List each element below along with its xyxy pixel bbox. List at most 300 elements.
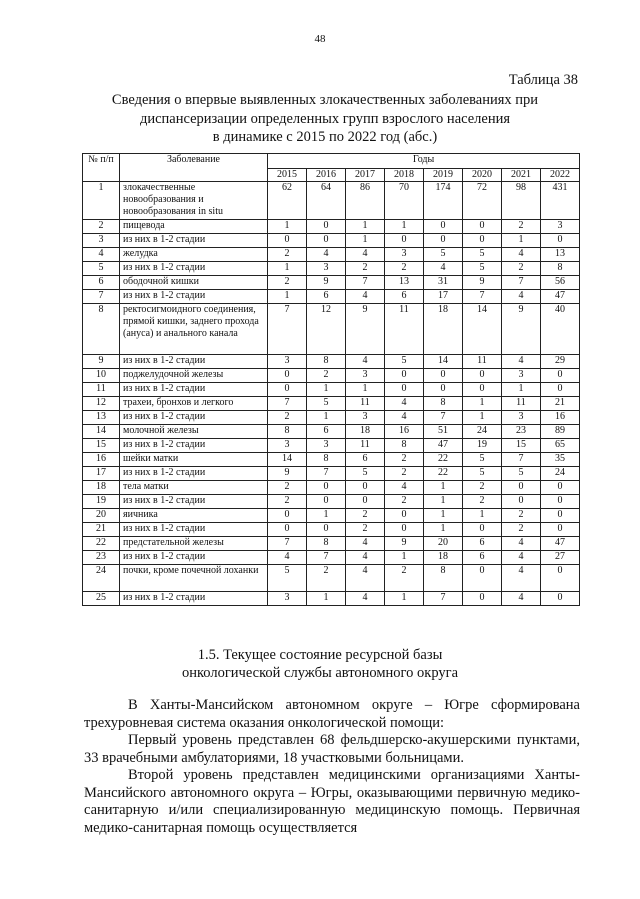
cell-value: 0 <box>385 383 424 397</box>
cell-value: 2 <box>268 481 307 495</box>
cell-value: 16 <box>385 425 424 439</box>
cell-value: 2 <box>502 262 541 276</box>
body-text <box>84 697 580 837</box>
row-number: 9 <box>83 355 120 369</box>
cell-value: 7 <box>424 411 463 425</box>
table-row <box>83 439 580 453</box>
cell-value: 4 <box>346 355 385 369</box>
cell-value: 2 <box>463 495 502 509</box>
cell-value: 0 <box>268 234 307 248</box>
row-number: 1 <box>83 182 120 220</box>
cell-value: 7 <box>502 453 541 467</box>
cell-value: 431 <box>541 182 580 220</box>
caption-line: в динамике с 2015 по 2022 год (абс.) <box>212 129 438 145</box>
table-row <box>83 355 580 369</box>
disease-name: молочной железы <box>120 425 268 439</box>
row-number: 3 <box>83 234 120 248</box>
cell-value: 5 <box>502 467 541 481</box>
cell-value: 56 <box>541 276 580 290</box>
cell-value: 0 <box>424 220 463 234</box>
cell-value: 0 <box>463 592 502 606</box>
table-row <box>83 304 580 355</box>
cell-value: 5 <box>463 248 502 262</box>
cell-value: 5 <box>268 565 307 592</box>
cell-value: 0 <box>541 234 580 248</box>
cell-value: 0 <box>541 592 580 606</box>
cell-value: 0 <box>307 495 346 509</box>
cell-value: 1 <box>463 411 502 425</box>
cell-value: 9 <box>346 304 385 355</box>
cell-value: 1 <box>502 383 541 397</box>
cell-value: 23 <box>502 425 541 439</box>
cell-value: 4 <box>268 551 307 565</box>
cell-value: 4 <box>385 411 424 425</box>
header-year: 2020 <box>463 169 502 182</box>
cell-value: 8 <box>307 355 346 369</box>
cell-value: 4 <box>385 397 424 411</box>
cell-value: 3 <box>502 411 541 425</box>
cell-value: 14 <box>424 355 463 369</box>
cell-value: 2 <box>502 509 541 523</box>
disease-name: желудка <box>120 248 268 262</box>
cell-value: 4 <box>502 248 541 262</box>
cell-value: 4 <box>346 290 385 304</box>
header-year: 2017 <box>346 169 385 182</box>
disease-name: злокачественные новообразования и новообразования in situ <box>120 182 268 220</box>
table-row <box>83 262 580 276</box>
row-number: 6 <box>83 276 120 290</box>
cell-value: 1 <box>307 383 346 397</box>
cell-value: 8 <box>541 262 580 276</box>
table-row <box>83 551 580 565</box>
row-number: 18 <box>83 481 120 495</box>
row-number: 17 <box>83 467 120 481</box>
cell-value: 0 <box>541 383 580 397</box>
cell-value: 0 <box>463 383 502 397</box>
cell-value: 4 <box>385 481 424 495</box>
cell-value: 18 <box>424 304 463 355</box>
row-number: 10 <box>83 369 120 383</box>
header-number: № п/п <box>83 154 120 182</box>
cell-value: 4 <box>502 565 541 592</box>
disease-name: ректосигмоидного соединения, прямой кишки, заднего прохода (ануса) и анального канала <box>120 304 268 355</box>
paragraph: Первый уровень представлен 68 фельдшерско-акушерскими пунктами, 33 врачебными амбулаториями, 18 участковыми больницами. <box>84 732 580 766</box>
cell-value: 0 <box>463 523 502 537</box>
cell-value: 6 <box>307 290 346 304</box>
section-title-line: 1.5. Текущее состояние ресурсной базы <box>197 647 443 663</box>
cell-value: 174 <box>424 182 463 220</box>
cell-value: 62 <box>268 182 307 220</box>
section-title <box>0 646 640 682</box>
cell-value: 0 <box>424 383 463 397</box>
cell-value: 14 <box>463 304 502 355</box>
cell-value: 0 <box>346 495 385 509</box>
cell-value: 7 <box>268 397 307 411</box>
cell-value: 7 <box>307 467 346 481</box>
cell-value: 0 <box>463 369 502 383</box>
disease-name: тела матки <box>120 481 268 495</box>
disease-name: из них в 1-2 стадии <box>120 411 268 425</box>
cell-value: 3 <box>385 248 424 262</box>
cell-value: 5 <box>463 467 502 481</box>
cell-value: 2 <box>268 411 307 425</box>
cell-value: 0 <box>268 369 307 383</box>
cell-value: 0 <box>385 509 424 523</box>
header-disease: Заболевание <box>120 154 268 182</box>
row-number: 19 <box>83 495 120 509</box>
cell-value: 1 <box>463 509 502 523</box>
table-row <box>83 425 580 439</box>
cell-value: 18 <box>424 551 463 565</box>
cell-value: 1 <box>346 383 385 397</box>
header-year: 2022 <box>541 169 580 182</box>
cell-value: 0 <box>463 234 502 248</box>
section-title-line: онкологической службы автономного округа <box>181 665 459 681</box>
cell-value: 1 <box>424 523 463 537</box>
disease-name: из них в 1-2 стадии <box>120 467 268 481</box>
cell-value: 8 <box>307 537 346 551</box>
header-years: Годы <box>268 154 580 169</box>
cell-value: 24 <box>463 425 502 439</box>
table-row <box>83 495 580 509</box>
cell-value: 4 <box>502 551 541 565</box>
cell-value: 3 <box>268 355 307 369</box>
cell-value: 0 <box>385 369 424 383</box>
cell-value: 2 <box>268 248 307 262</box>
cell-value: 0 <box>307 481 346 495</box>
cell-value: 19 <box>463 439 502 453</box>
row-number: 4 <box>83 248 120 262</box>
cell-value: 4 <box>346 565 385 592</box>
cell-value: 0 <box>385 234 424 248</box>
cell-value: 2 <box>346 509 385 523</box>
disease-name: трахеи, бронхов и легкого <box>120 397 268 411</box>
cell-value: 72 <box>463 182 502 220</box>
cell-value: 6 <box>385 290 424 304</box>
cell-value: 3 <box>307 439 346 453</box>
data-table <box>82 153 580 606</box>
table-row <box>83 411 580 425</box>
cell-value: 0 <box>502 495 541 509</box>
row-number: 8 <box>83 304 120 355</box>
cell-value: 5 <box>385 355 424 369</box>
cell-value: 7 <box>346 276 385 290</box>
cell-value: 1 <box>424 481 463 495</box>
disease-name: из них в 1-2 стадии <box>120 523 268 537</box>
cell-value: 89 <box>541 425 580 439</box>
cell-value: 7 <box>268 537 307 551</box>
row-number: 13 <box>83 411 120 425</box>
cell-value: 1 <box>268 220 307 234</box>
disease-name: из них в 1-2 стадии <box>120 383 268 397</box>
row-number: 2 <box>83 220 120 234</box>
cell-value: 6 <box>346 453 385 467</box>
cell-value: 4 <box>502 537 541 551</box>
cell-value: 0 <box>502 481 541 495</box>
cell-value: 6 <box>463 537 502 551</box>
cell-value: 6 <box>307 425 346 439</box>
cell-value: 7 <box>268 304 307 355</box>
cell-value: 0 <box>463 565 502 592</box>
cell-value: 1 <box>424 495 463 509</box>
table-row <box>83 453 580 467</box>
disease-name: из них в 1-2 стадии <box>120 551 268 565</box>
disease-name: почки, кроме почечной лоханки <box>120 565 268 592</box>
row-number: 14 <box>83 425 120 439</box>
cell-value: 8 <box>424 565 463 592</box>
caption-line: диспансеризации определенных групп взрослого населения <box>139 110 511 127</box>
cell-value: 0 <box>541 481 580 495</box>
cell-value: 3 <box>346 369 385 383</box>
row-number: 21 <box>83 523 120 537</box>
cell-value: 4 <box>502 592 541 606</box>
table-row <box>83 383 580 397</box>
cell-value: 14 <box>268 453 307 467</box>
cell-value: 0 <box>463 220 502 234</box>
cell-value: 11 <box>346 439 385 453</box>
row-number: 5 <box>83 262 120 276</box>
caption-line: Сведения о впервые выявленных злокачественных заболеваниях при <box>111 92 539 108</box>
cell-value: 1 <box>268 262 307 276</box>
cell-value: 2 <box>385 453 424 467</box>
cell-value: 2 <box>463 481 502 495</box>
cell-value: 22 <box>424 467 463 481</box>
disease-name: из них в 1-2 стадии <box>120 290 268 304</box>
cell-value: 1 <box>463 397 502 411</box>
cell-value: 4 <box>346 537 385 551</box>
table-row <box>83 397 580 411</box>
cell-value: 5 <box>346 467 385 481</box>
cell-value: 1 <box>307 592 346 606</box>
page-number: 48 <box>314 33 326 45</box>
cell-value: 3 <box>502 369 541 383</box>
cell-value: 7 <box>502 276 541 290</box>
cell-value: 0 <box>541 523 580 537</box>
cell-value: 6 <box>463 551 502 565</box>
cell-value: 0 <box>541 495 580 509</box>
cell-value: 2 <box>346 262 385 276</box>
row-number: 15 <box>83 439 120 453</box>
disease-name: пищевода <box>120 220 268 234</box>
cell-value: 70 <box>385 182 424 220</box>
cell-value: 9 <box>307 276 346 290</box>
disease-name: шейки матки <box>120 453 268 467</box>
cell-value: 0 <box>541 509 580 523</box>
cell-value: 65 <box>541 439 580 453</box>
table-row <box>83 481 580 495</box>
cell-value: 47 <box>424 439 463 453</box>
table-label: Таблица 38 <box>508 72 578 88</box>
cell-value: 2 <box>502 523 541 537</box>
cell-value: 17 <box>424 290 463 304</box>
disease-name: яичника <box>120 509 268 523</box>
paragraph: Второй уровень представлен медицинскими организациями Ханты-Мансийского автономного округа – Югры, оказывающими первичную медико-санитарную и/или специализированную медицинскую помощь. Первичная медико-санитарная помощь осуществляется <box>84 767 580 836</box>
cell-value: 0 <box>268 523 307 537</box>
cell-value: 5 <box>424 248 463 262</box>
table-row <box>83 565 580 592</box>
table-row <box>83 509 580 523</box>
header-year: 2015 <box>268 169 307 182</box>
cell-value: 0 <box>346 481 385 495</box>
cell-value: 13 <box>541 248 580 262</box>
cell-value: 0 <box>541 369 580 383</box>
row-number: 20 <box>83 509 120 523</box>
cell-value: 4 <box>307 248 346 262</box>
cell-value: 4 <box>346 248 385 262</box>
cell-value: 2 <box>268 276 307 290</box>
disease-name: из них в 1-2 стадии <box>120 262 268 276</box>
disease-name: поджелудочной железы <box>120 369 268 383</box>
table-row <box>83 234 580 248</box>
cell-value: 5 <box>307 397 346 411</box>
cell-value: 8 <box>307 453 346 467</box>
cell-value: 98 <box>502 182 541 220</box>
cell-value: 2 <box>307 369 346 383</box>
cell-value: 11 <box>502 397 541 411</box>
cell-value: 8 <box>385 439 424 453</box>
cell-value: 2 <box>385 495 424 509</box>
row-number: 7 <box>83 290 120 304</box>
cell-value: 3 <box>268 592 307 606</box>
table-row <box>83 290 580 304</box>
row-number: 16 <box>83 453 120 467</box>
cell-value: 51 <box>424 425 463 439</box>
table-row <box>83 182 580 220</box>
cell-value: 0 <box>385 523 424 537</box>
cell-value: 1 <box>268 290 307 304</box>
cell-value: 8 <box>268 425 307 439</box>
header-year: 2018 <box>385 169 424 182</box>
table-row <box>83 248 580 262</box>
cell-value: 35 <box>541 453 580 467</box>
cell-value: 2 <box>307 565 346 592</box>
cell-value: 0 <box>307 234 346 248</box>
header-year: 2021 <box>502 169 541 182</box>
cell-value: 2 <box>268 495 307 509</box>
cell-value: 29 <box>541 355 580 369</box>
cell-value: 11 <box>463 355 502 369</box>
cell-value: 2 <box>502 220 541 234</box>
cell-value: 0 <box>424 234 463 248</box>
cell-value: 9 <box>385 537 424 551</box>
header-year: 2019 <box>424 169 463 182</box>
cell-value: 8 <box>424 397 463 411</box>
cell-value: 1 <box>385 592 424 606</box>
cell-value: 2 <box>346 523 385 537</box>
disease-name: из них в 1-2 стадии <box>120 355 268 369</box>
table-row <box>83 592 580 606</box>
cell-value: 0 <box>307 523 346 537</box>
row-number: 24 <box>83 565 120 592</box>
cell-value: 12 <box>307 304 346 355</box>
cell-value: 4 <box>502 290 541 304</box>
cell-value: 40 <box>541 304 580 355</box>
cell-value: 4 <box>346 592 385 606</box>
row-number: 22 <box>83 537 120 551</box>
table-row <box>83 537 580 551</box>
cell-value: 1 <box>385 220 424 234</box>
cell-value: 0 <box>268 509 307 523</box>
cell-value: 0 <box>268 383 307 397</box>
paragraph: В Ханты-Мансийском автономном округе – Югре сформирована трехуровневая система оказания онкологической помощи: <box>84 697 580 731</box>
cell-value: 21 <box>541 397 580 411</box>
header-year: 2016 <box>307 169 346 182</box>
cell-value: 47 <box>541 537 580 551</box>
cell-value: 9 <box>463 276 502 290</box>
row-number: 25 <box>83 592 120 606</box>
cell-value: 64 <box>307 182 346 220</box>
table-row <box>83 467 580 481</box>
cell-value: 15 <box>502 439 541 453</box>
cell-value: 20 <box>424 537 463 551</box>
table-row <box>83 276 580 290</box>
cell-value: 1 <box>346 220 385 234</box>
cell-value: 3 <box>346 411 385 425</box>
cell-value: 24 <box>541 467 580 481</box>
cell-value: 1 <box>385 551 424 565</box>
cell-value: 2 <box>385 565 424 592</box>
disease-name: предстательной железы <box>120 537 268 551</box>
cell-value: 11 <box>385 304 424 355</box>
cell-value: 3 <box>307 262 346 276</box>
disease-name: из них в 1-2 стадии <box>120 592 268 606</box>
row-number: 23 <box>83 551 120 565</box>
cell-value: 9 <box>502 304 541 355</box>
table-row <box>83 220 580 234</box>
disease-name: ободочной кишки <box>120 276 268 290</box>
cell-value: 1 <box>346 234 385 248</box>
cell-value: 4 <box>346 551 385 565</box>
cell-value: 27 <box>541 551 580 565</box>
cell-value: 9 <box>268 467 307 481</box>
cell-value: 1 <box>307 411 346 425</box>
cell-value: 18 <box>346 425 385 439</box>
cell-value: 5 <box>463 453 502 467</box>
disease-name: из них в 1-2 стадии <box>120 495 268 509</box>
cell-value: 2 <box>385 262 424 276</box>
cell-value: 2 <box>385 467 424 481</box>
cell-value: 4 <box>502 355 541 369</box>
cell-value: 3 <box>268 439 307 453</box>
cell-value: 1 <box>502 234 541 248</box>
cell-value: 16 <box>541 411 580 425</box>
cell-value: 13 <box>385 276 424 290</box>
cell-value: 86 <box>346 182 385 220</box>
table-caption <box>100 91 550 147</box>
table-row <box>83 369 580 383</box>
cell-value: 0 <box>307 220 346 234</box>
disease-name: из них в 1-2 стадии <box>120 439 268 453</box>
cell-value: 31 <box>424 276 463 290</box>
cell-value: 1 <box>424 509 463 523</box>
cell-value: 0 <box>424 369 463 383</box>
cell-value: 7 <box>463 290 502 304</box>
cell-value: 7 <box>307 551 346 565</box>
cell-value: 5 <box>463 262 502 276</box>
cell-value: 11 <box>346 397 385 411</box>
row-number: 11 <box>83 383 120 397</box>
cell-value: 1 <box>307 509 346 523</box>
cell-value: 22 <box>424 453 463 467</box>
disease-name: из них в 1-2 стадии <box>120 234 268 248</box>
cell-value: 4 <box>424 262 463 276</box>
cell-value: 47 <box>541 290 580 304</box>
row-number: 12 <box>83 397 120 411</box>
cell-value: 3 <box>541 220 580 234</box>
table-row <box>83 523 580 537</box>
cell-value: 0 <box>541 565 580 592</box>
cell-value: 7 <box>424 592 463 606</box>
